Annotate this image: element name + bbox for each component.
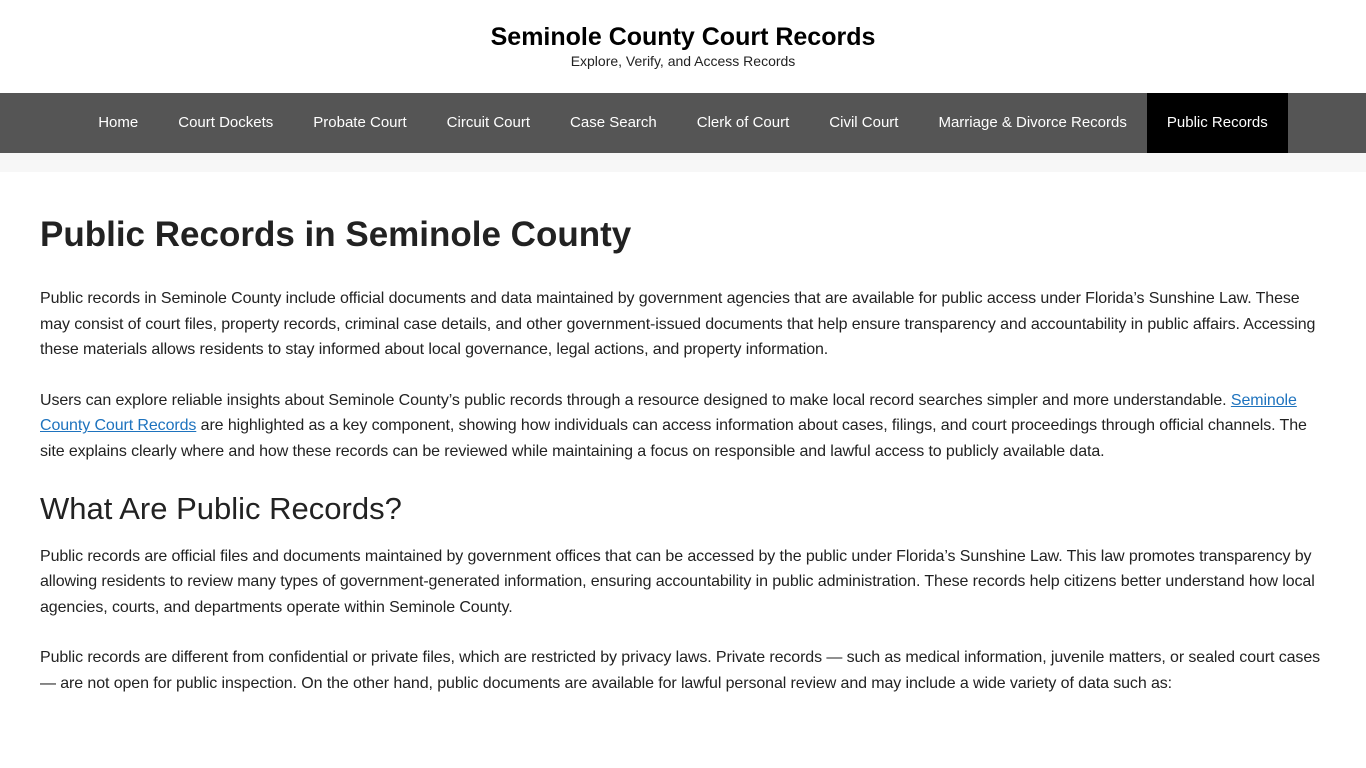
text: Users can explore reliable insights about Seminole County’s public records through a resource designed to make local record searches simpler and more understandable. xyxy=(40,391,1231,409)
nav-public-records[interactable]: Public Records xyxy=(1147,93,1288,153)
site-header xyxy=(0,0,1366,93)
main-content xyxy=(0,214,1366,697)
paragraph: Public records in Seminole County include official documents and data maintained by government agencies that are available for public access under Florida’s Sunshine Law. These may consist of court files, property records, criminal case details, and other government-issued documents that help ensure transparency and accountability in public affairs. Accessing these materials allows residents to stay informed about local governance, legal actions, and property information. xyxy=(40,290,1316,359)
site-tagline: Explore, Verify, and Access Records xyxy=(570,53,796,69)
main-nav xyxy=(0,93,1366,153)
court-records-link[interactable]: Seminole County Court Records xyxy=(40,391,1297,435)
nav-civil-court[interactable]: Civil Court xyxy=(829,114,899,131)
nav-probate-court[interactable]: Probate Court xyxy=(313,114,407,131)
paragraph xyxy=(40,388,1326,465)
nav-circuit-court[interactable]: Circuit Court xyxy=(446,114,531,131)
nav-marriage-divorce[interactable]: Marriage & Divorce Records xyxy=(938,114,1127,131)
paragraph: Public records are official files and documents maintained by government offices that can be accessed by the public under Florida’s Sunshine Law. This law promotes transparency by allowing residents to review many types of government-generated information, ensuring accountability in public administration. These records help citizens better understand how local agencies, courts, and departments operate within Seminole County. xyxy=(40,547,1315,616)
nav-clerk-of-court[interactable]: Clerk of Court xyxy=(696,114,790,131)
nav-court-dockets[interactable]: Court Dockets xyxy=(178,114,274,131)
text: are highlighted as a key component, showing how individuals can access information about cases, filings, and court proceedings through official channels. The site explains clearly where and how these records can be reviewed while maintaining a focus on responsible and lawful access to publicly available data. xyxy=(40,417,1307,460)
paragraph: Public records are different from confidential or private files, which are restricted by privacy laws. Private records — such as medical information, juvenile matters, or sealed court cases — are not open for public inspection. On the other hand, public documents are available for lawful personal review and may include a wide variety of data such as: xyxy=(40,649,1321,692)
section-heading: What Are Public Records? xyxy=(40,490,402,526)
page-title: Public Records in Seminole County xyxy=(40,215,632,254)
nav-case-search[interactable]: Case Search xyxy=(570,114,657,131)
divider-band xyxy=(0,153,1366,172)
nav-home[interactable]: Home xyxy=(98,114,139,131)
site-title[interactable]: Seminole County Court Records xyxy=(490,23,876,51)
